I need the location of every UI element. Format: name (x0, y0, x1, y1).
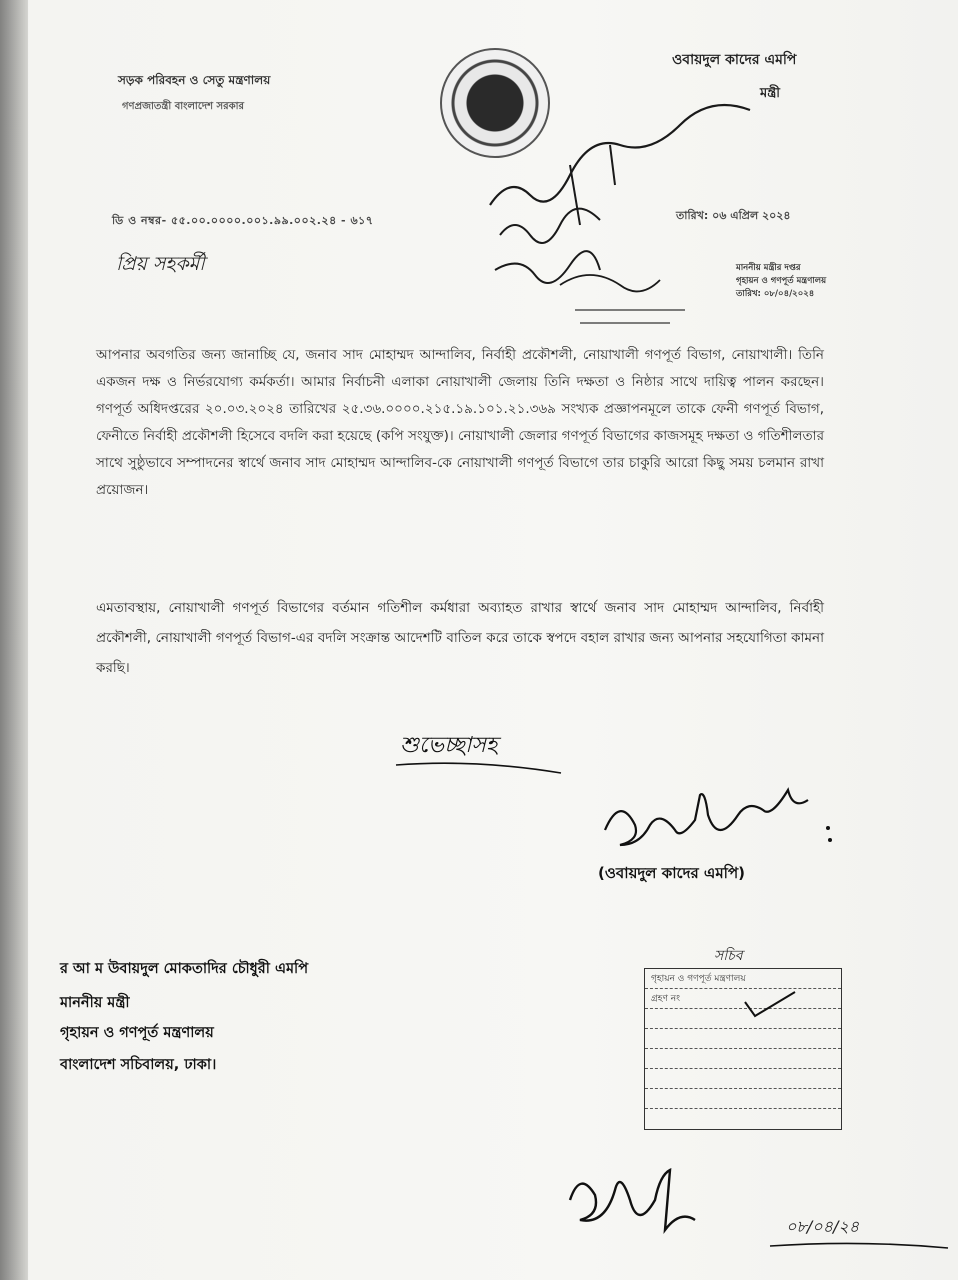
sender-name-heading: ওবায়দুল কাদের এমপি (672, 52, 797, 68)
closing-greeting: শুভেচ্ছাসহ (400, 733, 498, 758)
ministry-heading: সড়ক পরিবহন ও সেতু মন্ত্রণালয় (118, 73, 271, 87)
recipient-title: মাননীয় মন্ত্রী (60, 995, 130, 1011)
handwritten-date: ০৮/০৪/২৪ (786, 1217, 860, 1236)
signatory-name: (ওবায়দুল কাদের এমপি) (598, 864, 746, 882)
closing-underline (396, 755, 566, 775)
body-paragraph-2: এমতাবস্থায়, নোয়াখালী গণপূর্ত বিভাগের বর্তমান গতিশীল কর্মধারা অব্যাহত রাখার স্বার্থে জনাব সাদ মোহাম্মদ আন্দালিব, নির্বাহী প্রকৌশলী, নোয়াখালী গণপূর্ত বিভাগ-এর বদলি সংক্রান্ত আদেশটি বাতিল করে তাকে স্বপদে বহাল রাখার জন্য আপনার সহযোগিতা কামনা করছি। (96, 600, 824, 676)
secretary-stamp-receipt-no: গ্রহণ নং (645, 989, 841, 1009)
secretary-checkmark (740, 990, 800, 1020)
secretary-stamp-row (645, 1029, 841, 1049)
received-stamp (736, 262, 906, 301)
letter-date: তারিখ: ০৬ এপ্রিল ২০২৪ (676, 209, 791, 222)
bottom-initials (560, 1150, 720, 1240)
received-stamp-ministry: গৃহায়ন ও গণপূর্ত মন্ত্রণালয় (736, 276, 827, 286)
secretary-stamp-label: সচিব (714, 948, 743, 964)
secretary-stamp-row (645, 1049, 841, 1069)
secretary-stamp-row (645, 1089, 841, 1109)
government-subheading: গণপ্রজাতন্ত্রী বাংলাদেশ সরকার (122, 101, 244, 112)
sender-signature (600, 790, 840, 860)
recipient-address: বাংলাদেশ সচিবালয়, ঢাকা। (60, 1057, 217, 1073)
secretary-stamp-ministry: গৃহায়ন ও গণপূর্ত মন্ত্রণালয় (645, 969, 841, 989)
salutation: প্রিয় সহকর্মী (116, 253, 205, 275)
sender-title: মন্ত্রী (760, 86, 780, 101)
received-stamp-date: তারিখ: ০৮/০৪/২০২৪ (736, 289, 815, 299)
memo-reference-number: ডি ও নম্বর- ৫৫.০০.০০০০.০০১.৯৯.০০২.২৪ - ৬১৭ (112, 214, 374, 227)
recipient-ministry: গৃহায়ন ও গণপূর্ত মন্ত্রণালয় (60, 1025, 214, 1041)
scan-shadow-edge (0, 0, 28, 1280)
handwritten-date-underline (770, 1238, 950, 1254)
secretary-stamp-row (645, 1069, 841, 1089)
recipient-name: র আ ম উবায়দুল মোকতাদির চৌধুরী এমপি (60, 961, 309, 977)
body-paragraph-1: আপনার অবগতির জন্য জানাচ্ছি যে, জনাব সাদ মোহাম্মদ আন্দালিব, নির্বাহী প্রকৌশলী, নোয়াখালী গণপূর্ত বিভাগ, নোয়াখালী। তিনি একজন দক্ষ ও নির্ভরযোগ্য কর্মকর্তা। আমার নির্বাচনী এলাকা নোয়াখালী জেলায় তিনি দক্ষতা ও নিষ্ঠার সাথে দায়িত্ব পালন করছেন। গণপূর্ত অধিদপ্তরের ২০.০৩.২০২৪ তারিখের ২৫.৩৬.০০০০.২১৫.১৯.১০১.২১.৩৬৯ সংখ্যক প্রজ্ঞাপনমূলে তাকে ফেনী গণপূর্ত বিভাগ, ফেনীতে নির্বাহী প্রকৌশলী হিসেবে বদলি করা হয়েছে (কপি সংযুক্ত)। নোয়াখালী জেলার গণপূর্ত বিভাগের কাজসমূহ দক্ষতা ও গতিশীলতার সাথে সুষ্ঠুভাবে সম্পাদনের স্বার্থে জনাব সাদ মোহাম্মদ আন্দালিব-কে নোয়াখালী গণপূর্ত বিভাগে তার চাকুরি আরো কিছু সময় চলমান রাখা প্রয়োজন। (96, 347, 824, 498)
received-stamp-office: মাননীয় মন্ত্রীর দপ্তর (736, 263, 801, 273)
